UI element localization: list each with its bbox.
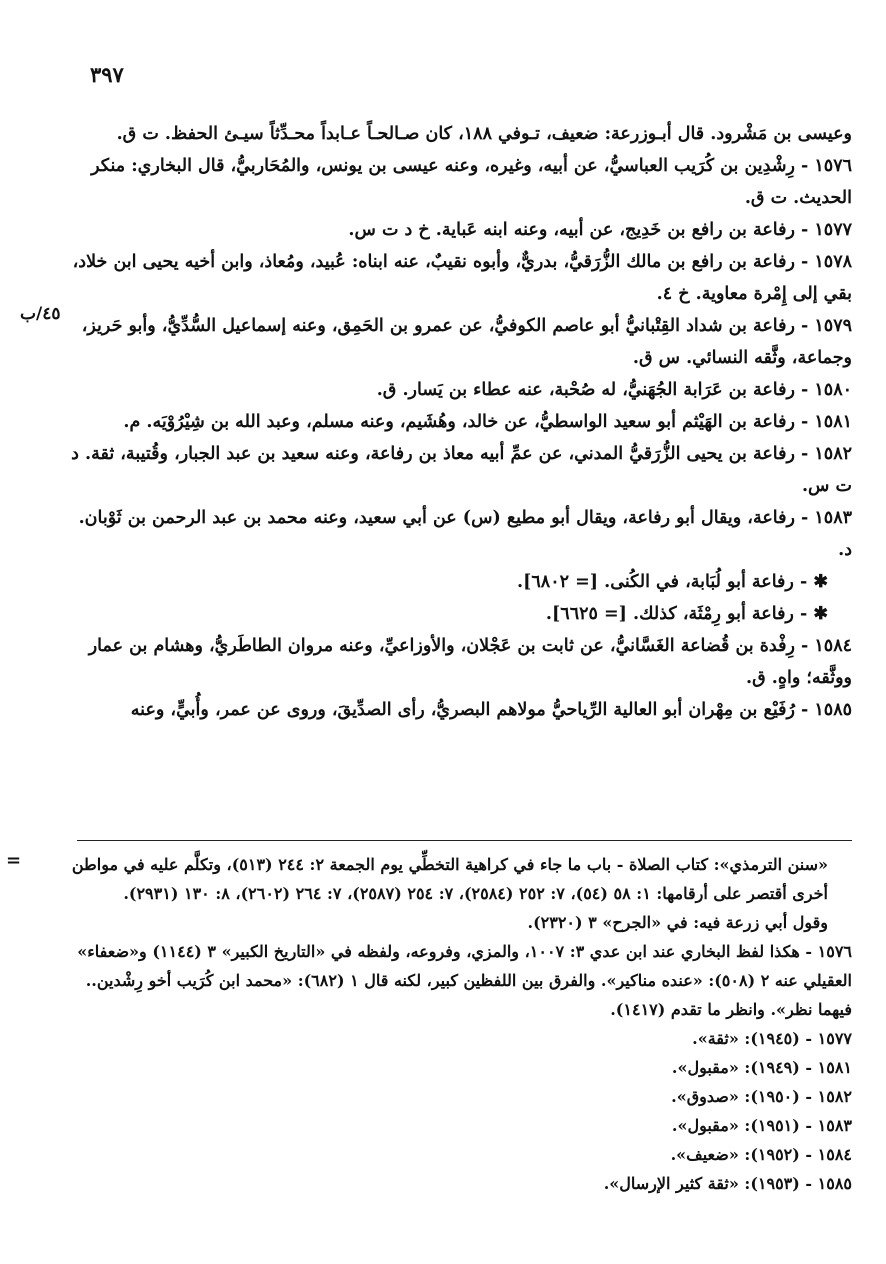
footnote-1582: ١٥٨٢ - (١٩٥٠): «صدوق». bbox=[671, 1087, 852, 1106]
footnote-divider bbox=[77, 840, 852, 841]
footnote: وقول أبي زرعة فيه: في «الجرح» ٣ (٢٣٢٠). bbox=[527, 913, 828, 932]
footnote-1584: ١٥٨٤ - (١٩٥٢): «ضعيف». bbox=[670, 1145, 852, 1164]
entry-1584: ١٥٨٤ - رِفْدة بن قُضاعة الغَسَّانيُّ، عن ثابت بن عَجْلان، والأوزاعيِّ، وعنه مروان الطاطَريُّ، وهشام بن عمار ووثَّقه؛ واهٍ. ق. bbox=[88, 636, 852, 688]
footnote-1581: ١٥٨١ - (١٩٤٩): «مقبول». bbox=[671, 1058, 852, 1077]
main-text bbox=[70, 118, 852, 726]
cross-reference-entry: ✱ - رفاعة أبو لُبَابة، في الكُنى. [= ٦٨٠٢]. bbox=[517, 572, 828, 592]
manuscript-folio-note: ٤٥/ب bbox=[20, 304, 61, 324]
entry-1579: ١٥٧٩ - رفاعة بن شداد القِتْبانيُّ أبو عاصم الكوفيُّ، عن عمرو بن الحَمِق، وعنه إسماعيل السُّدِّيُّ، وأبو حَريز، وجماعة، وثَّقه النسائي. س ق. bbox=[81, 316, 852, 368]
page-number: ٣٩٧ bbox=[90, 62, 124, 87]
entry-1583: ١٥٨٣ - رفاعة، ويقال أبو رفاعة، ويقال أبو مطيع (س) عن أبي سعيد، وعنه محمد بن عبد الرحمن بن ثَوْبان. د. bbox=[78, 508, 852, 560]
footnote: «سنن الترمذي»: كتاب الصلاة - باب ما جاء في كراهية التخطِّي يوم الجمعة ٢: ٢٤٤ (٥١٣)، وتكلَّم عليه في مواطن أخرى أقتصر على أرقامها: ١: ٥٨ (٥٤)، ٧: ٢٥٢ (٢٥٨٤)، ٧: ٢٥٤ (٢٥٨٧)، ٧: ٢٦٤ (٢٦٠٢)، ٨: ١٣٠ (٢٩٣١). bbox=[71, 855, 828, 903]
entry-1577: ١٥٧٧ - رفاعة بن رافع بن خَدِيج، عن أبيه، وعنه ابنه عَباية. خ د ت س. bbox=[348, 220, 852, 240]
footnote-1585: ١٥٨٥ - (١٩٥٣): «ثقة كثير الإرسال». bbox=[603, 1174, 852, 1193]
book-page bbox=[6, 58, 852, 1238]
entry-1578: ١٥٧٨ - رفاعة بن رافع بن مالك الزُّرَقيُّ، بدريٌّ، وأبوه نقيبٌ، عنه ابناه: عُبيد، ومُعاذ، وابن أخيه يحيى ابن خلاد، بقي إلى إِمْرة معاوية. خ ٤. bbox=[72, 252, 852, 304]
entry-1581: ١٥٨١ - رفاعة بن الهَيْثم أبو سعيد الواسطيُّ، عن خالد، وهُشَيم، وعنه مسلم، وعبد الله بن شِيْرُوْيَه. م. bbox=[123, 412, 852, 432]
entry-1576: ١٥٧٦ - رِشْدِين بن كُرَيب العباسيُّ، عن أبيه، وغيره، وعنه عيسى بن يونس، والمُحَاربيُّ، قال البخاري: منكر الحديث. ت ق. bbox=[91, 156, 852, 208]
entry-continuation: وعيسى بن مَشْرود. قال أبـوزرعة: ضعيف، تـوفي ١٨٨، كان صـالحـاً عـابداً محـدِّثاً سيـئ الحفظ. ت ق. bbox=[116, 124, 852, 144]
entry-1582: ١٥٨٢ - رفاعة بن يحيى الزُّرَقيُّ المدني، عن عمِّ أبيه معاذ بن رفاعة، وعنه سعيد بن عبد الجبار، وقُتيبة، ثقة. د ت س. bbox=[71, 444, 852, 496]
footnote-1583: ١٥٨٣ - (١٩٥١): «مقبول». bbox=[671, 1116, 852, 1135]
entry-1585: ١٥٨٥ - رُفَيْع بن مِهْران أبو العالية الرِّياحيُّ مولاهم البصريُّ، رأى الصدِّيقَ، وروى عن عمر، وأُبيٍّ، وعنه bbox=[130, 700, 852, 720]
cross-reference-entry: ✱ - رفاعة أبو رِمْثَة، كذلك. [= ٦٦٢٥]. bbox=[545, 604, 828, 624]
entry-1580: ١٥٨٠ - رفاعة بن عَرَابة الجُهَنيُّ، له صُحْبة، عنه عطاء بن يَسار. ق. bbox=[376, 380, 852, 400]
footnote-1577: ١٥٧٧ - (١٩٤٥): «ثقة». bbox=[692, 1029, 852, 1048]
footnote-continuation-marker: = bbox=[6, 850, 22, 871]
footnotes bbox=[70, 850, 852, 1198]
footnote-1576: ١٥٧٦ - هكذا لفظ البخاري عند ابن عدي ٣: ١٠٠٧، والمزي، وفروعه، ولفظه في «التاريخ الكبير» ٣ (١١٤٤) و«ضعفاء» العقيلي عنه ٢ (٥٠٨): «عنده مناكير». والفرق بين اللفظين كبير، لكنه قال ١ (٦٨٢): «محمد ابن كُرَيب أخو رِشْدين.. فيهما نظر». وانظر ما تقدم (١٤١٧). bbox=[77, 942, 852, 1019]
